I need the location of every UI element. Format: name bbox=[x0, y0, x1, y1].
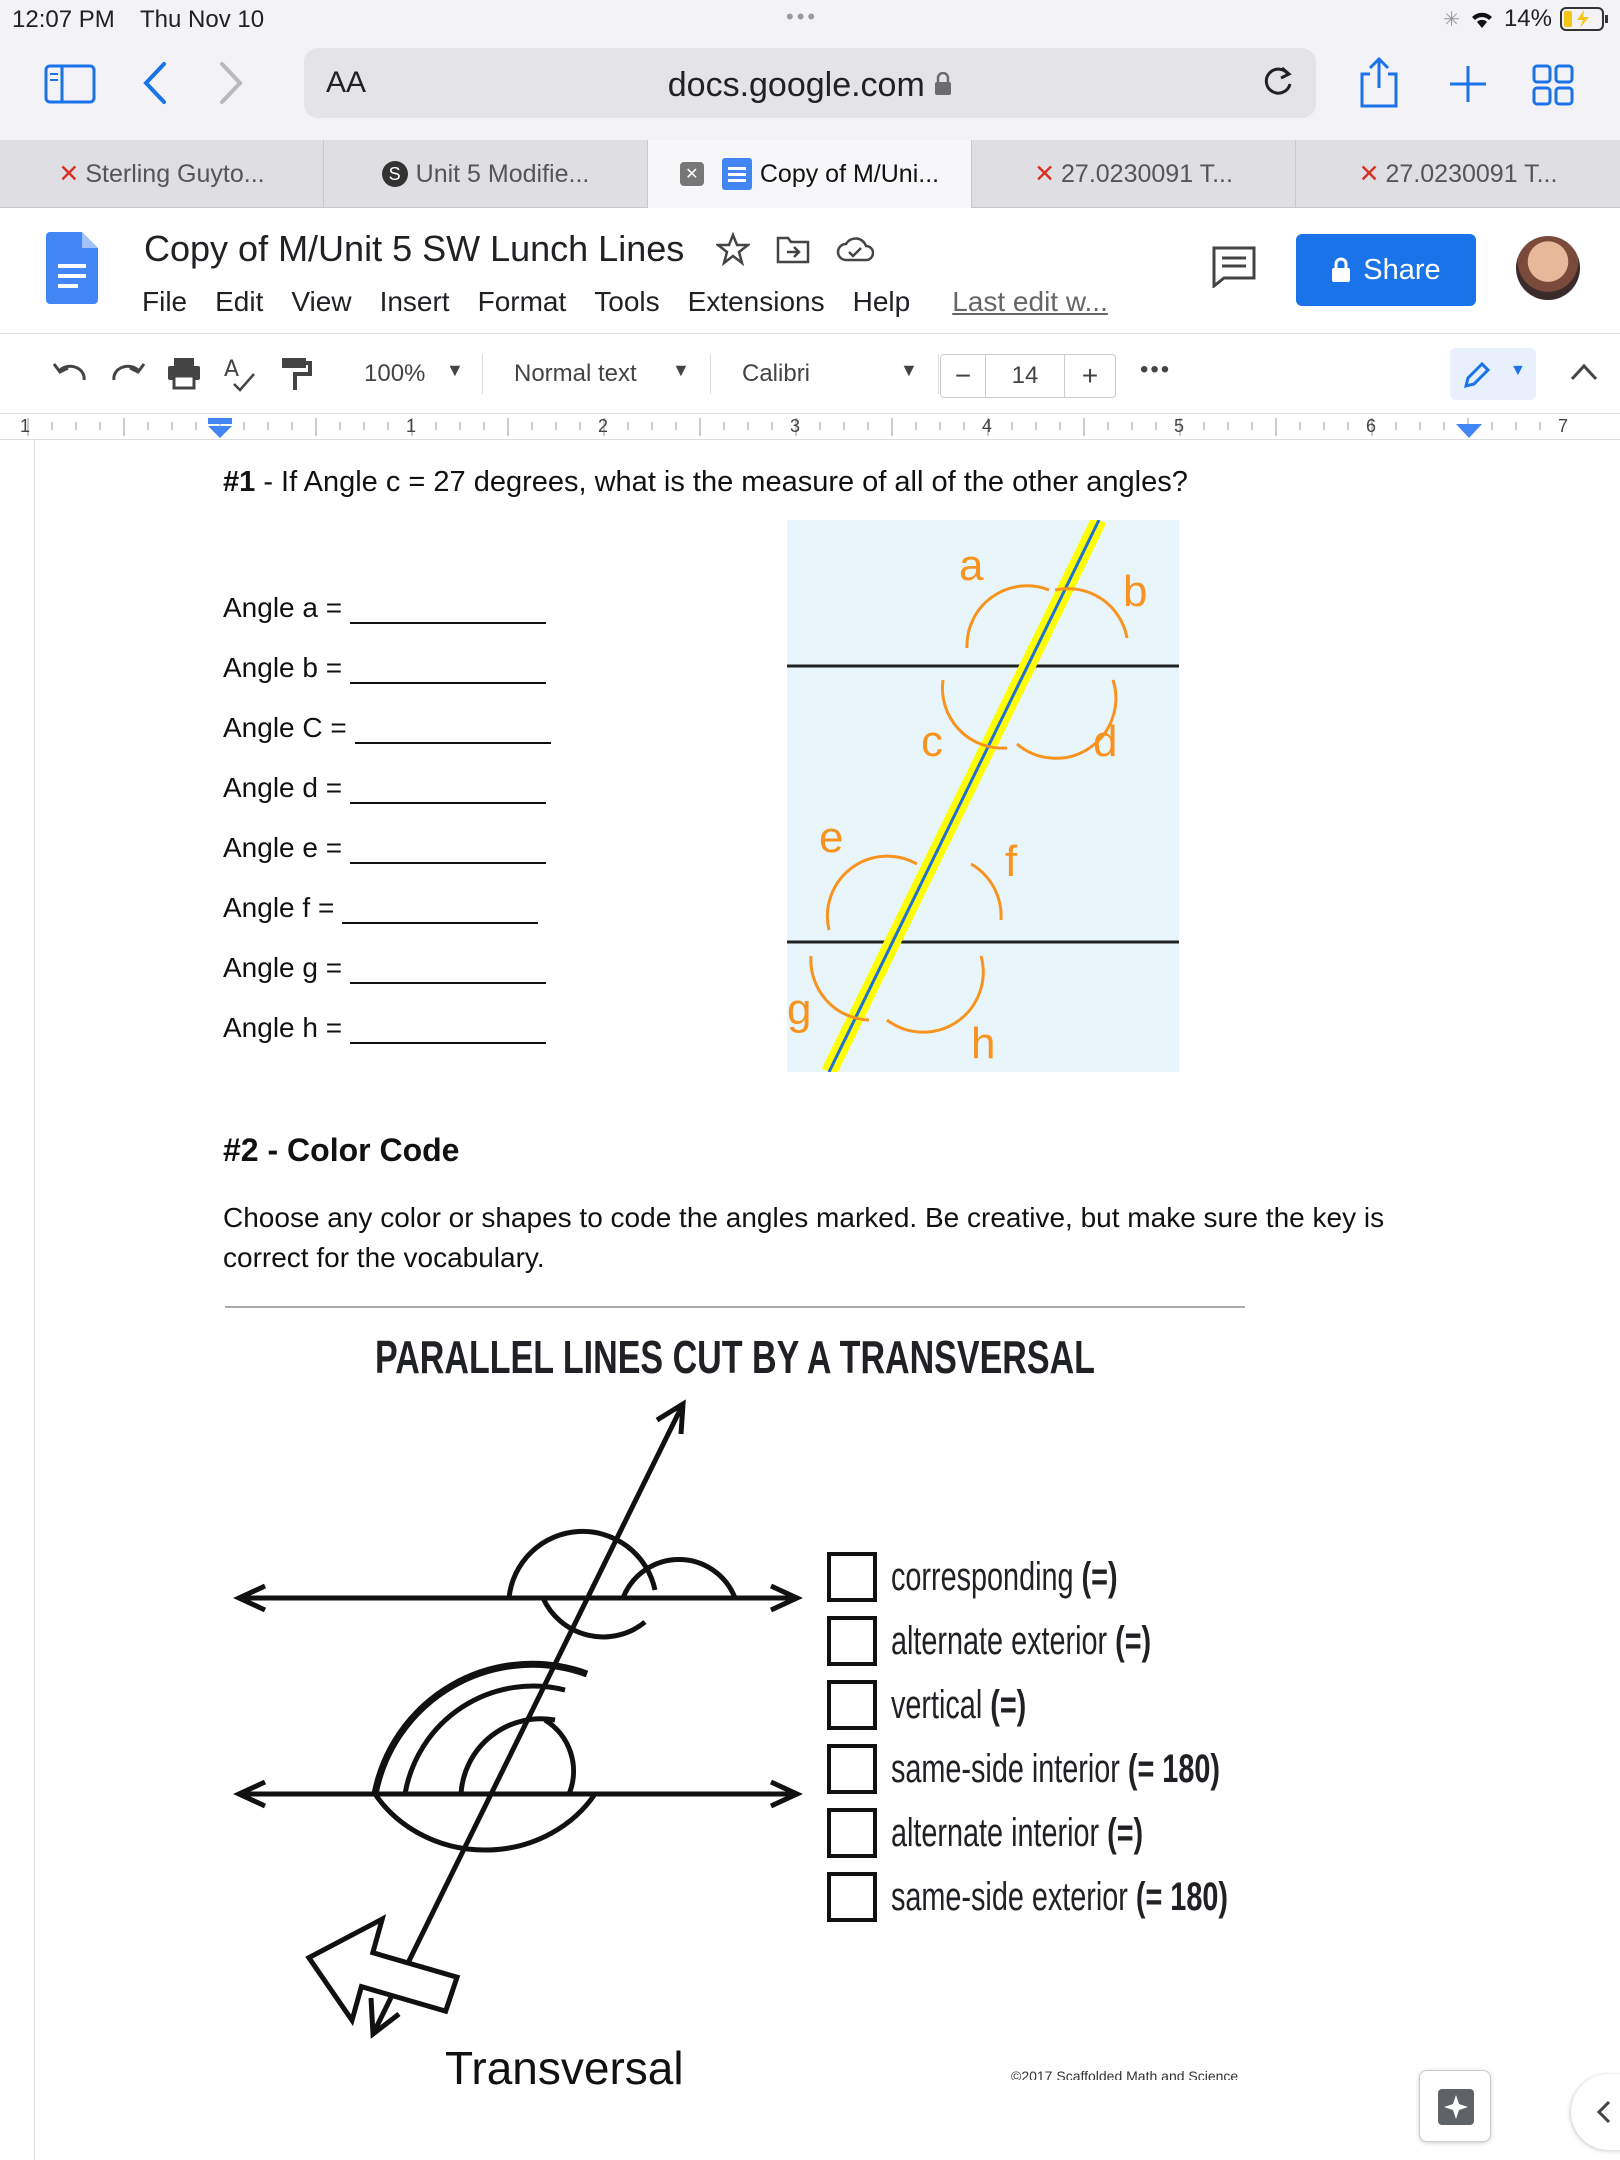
key-alternate-interior[interactable] bbox=[827, 1808, 1241, 1858]
answer-blank[interactable] bbox=[350, 598, 546, 624]
divider bbox=[225, 1306, 1245, 1308]
menu-help[interactable]: Help bbox=[852, 286, 911, 317]
avatar[interactable] bbox=[1516, 236, 1580, 300]
checkbox[interactable] bbox=[827, 1680, 877, 1730]
answer-blank[interactable] bbox=[350, 778, 546, 804]
key-vertical[interactable] bbox=[827, 1680, 1079, 1730]
key-term: alternate exterior bbox=[891, 1618, 1108, 1663]
move-folder-icon[interactable] bbox=[776, 234, 810, 264]
style-select[interactable]: Normal text bbox=[514, 360, 637, 387]
q1-number: #1 bbox=[223, 466, 256, 498]
paint-format-icon[interactable] bbox=[280, 356, 312, 392]
more-options-icon[interactable]: ••• bbox=[1140, 356, 1172, 383]
x-logo-icon: ✕ bbox=[58, 160, 80, 188]
chevron-down-icon: ▼ bbox=[446, 360, 464, 380]
ruler bbox=[0, 414, 1620, 440]
pencil-icon bbox=[1462, 360, 1492, 390]
label-h: h bbox=[971, 1019, 996, 1068]
svg-text:A: A bbox=[224, 357, 240, 382]
answer-blank[interactable] bbox=[342, 898, 538, 924]
tab-label: Copy of M/Uni... bbox=[759, 159, 940, 188]
x-logo-icon: ✕ bbox=[1358, 160, 1380, 188]
label-f: f bbox=[1005, 837, 1018, 886]
status-date: Thu Nov 10 bbox=[140, 6, 265, 33]
angle-label: Angle f = bbox=[223, 892, 335, 923]
transversal-label: Transversal bbox=[445, 2042, 684, 2094]
menu-extensions[interactable]: Extensions bbox=[687, 286, 825, 317]
angle-label: Angle b = bbox=[223, 652, 343, 683]
docs-logo-icon[interactable] bbox=[46, 232, 98, 304]
side-panel-toggle[interactable] bbox=[1571, 2074, 1620, 2150]
wifi-icon bbox=[1468, 8, 1496, 30]
q2-text-line-1: Choose any color or shapes to code the angles marked. Be creative, but make sure the key is bbox=[223, 1202, 1385, 1233]
checkbox[interactable] bbox=[827, 1872, 877, 1922]
tab-label: 27.0230091 T... bbox=[1061, 159, 1233, 188]
question-1 bbox=[223, 466, 1188, 499]
menu-insert[interactable]: Insert bbox=[379, 286, 450, 317]
angle-g-row bbox=[223, 952, 546, 984]
lock-icon bbox=[1331, 257, 1351, 283]
checkbox[interactable] bbox=[827, 1552, 877, 1602]
star-icon[interactable] bbox=[716, 232, 750, 266]
key-term: vertical bbox=[891, 1682, 983, 1727]
label-d: d bbox=[1093, 717, 1118, 766]
answer-blank[interactable] bbox=[350, 658, 546, 684]
key-corresponding[interactable] bbox=[827, 1552, 1206, 1602]
menu-tools[interactable]: Tools bbox=[594, 286, 660, 317]
key-same-side-exterior[interactable] bbox=[827, 1872, 1359, 1922]
label-e: e bbox=[819, 813, 844, 862]
label-c: c bbox=[921, 717, 943, 766]
tab-copy-of-unit[interactable] bbox=[648, 140, 972, 208]
chevron-left-icon bbox=[1593, 2098, 1613, 2126]
last-edit-link[interactable]: Last edit w... bbox=[952, 286, 1108, 317]
angle-label: Angle e = bbox=[223, 832, 343, 863]
key-rule: (= 180) bbox=[1127, 1746, 1220, 1791]
left-indent-marker-icon[interactable] bbox=[206, 418, 234, 438]
font-size-input[interactable]: 14 bbox=[985, 355, 1065, 397]
increase-font-size-button[interactable]: + bbox=[1081, 360, 1099, 391]
ruler-number: 1 bbox=[20, 416, 31, 436]
sidebar-icon[interactable] bbox=[44, 64, 96, 104]
document-title[interactable]: Copy of M/Unit 5 SW Lunch Lines bbox=[144, 228, 685, 269]
status-time: 12:07 PM bbox=[12, 6, 115, 33]
ruler-ticks bbox=[0, 414, 1620, 440]
share-label: Share bbox=[1363, 253, 1441, 286]
arrowhead-bottom bbox=[371, 1998, 399, 2034]
angle-label: Angle d = bbox=[223, 772, 343, 803]
angle-arc-top-lower bbox=[543, 1598, 645, 1637]
ruler-number: 2 bbox=[598, 416, 609, 436]
angle-c-row bbox=[223, 712, 551, 744]
ruler-number: 1 bbox=[406, 416, 417, 436]
key-term: corresponding bbox=[891, 1554, 1074, 1599]
comment-icon[interactable] bbox=[1212, 246, 1256, 288]
chevron-down-icon: ▼ bbox=[672, 360, 690, 380]
reload-icon[interactable] bbox=[1260, 64, 1296, 100]
key-term: same-side interior bbox=[891, 1746, 1120, 1791]
url-host: docs.google.com bbox=[667, 66, 925, 104]
copyright: ©2017 Scaffolded Math and Science bbox=[1011, 2068, 1239, 2080]
cloud-status-icon[interactable] bbox=[836, 234, 874, 264]
multitasking-dots-icon[interactable]: ••• bbox=[786, 4, 819, 29]
answer-blank[interactable] bbox=[355, 718, 551, 744]
formatting-toolbar bbox=[0, 334, 1620, 414]
tab-label: Unit 5 Modifie... bbox=[415, 159, 590, 188]
key-term: same-side exterior bbox=[891, 1874, 1128, 1919]
angle-h-row bbox=[223, 1012, 546, 1044]
angle-arc-top-right bbox=[623, 1560, 735, 1598]
loading-spinner-icon: ✳ bbox=[1443, 8, 1460, 31]
zoom-select[interactable]: 100% bbox=[364, 360, 426, 387]
angle-f-row bbox=[223, 892, 538, 924]
key-rule: (=) bbox=[1081, 1554, 1118, 1599]
tab-label: 27.0230091 T... bbox=[1385, 159, 1558, 188]
angle-label: Angle h = bbox=[223, 1012, 343, 1043]
q2-text-line-2: correct for the vocabulary. bbox=[223, 1242, 545, 1273]
ruler-number: 6 bbox=[1366, 416, 1377, 436]
x-logo-icon: ✕ bbox=[1034, 160, 1056, 188]
tab-overview-icon[interactable] bbox=[1532, 64, 1574, 106]
angle-arc-top-upper bbox=[509, 1531, 655, 1598]
angle-label: Angle g = bbox=[223, 952, 343, 983]
print-icon[interactable] bbox=[166, 356, 202, 390]
answer-blank[interactable] bbox=[350, 958, 546, 984]
forward-icon[interactable] bbox=[216, 60, 246, 106]
ruler-number: 3 bbox=[790, 416, 801, 436]
s-logo-icon: S bbox=[382, 161, 408, 187]
ruler-number: 7 bbox=[1558, 416, 1569, 436]
spellcheck-icon[interactable] bbox=[222, 356, 256, 392]
chevron-down-icon: ▼ bbox=[1510, 362, 1526, 379]
back-icon[interactable] bbox=[140, 60, 170, 106]
angle-d-row bbox=[223, 772, 546, 804]
font-size-stepper bbox=[940, 354, 1116, 398]
explore-sparkle-icon bbox=[1436, 2087, 1476, 2127]
q1-text: - If Angle c = 27 degrees, what is the measure of all of the other angles? bbox=[255, 466, 1188, 498]
docs-header bbox=[0, 208, 1620, 334]
tab-sterling[interactable] bbox=[0, 140, 324, 208]
key-alternate-exterior[interactable] bbox=[827, 1616, 1252, 1666]
angle-label: Angle C = bbox=[223, 712, 347, 743]
share-button[interactable] bbox=[1296, 234, 1476, 306]
battery-charging-icon bbox=[1560, 6, 1610, 32]
checkbox[interactable] bbox=[827, 1744, 877, 1794]
document-page[interactable] bbox=[34, 440, 1620, 2160]
undo-icon[interactable] bbox=[52, 360, 88, 386]
ruler-number: 4 bbox=[982, 416, 993, 436]
tab-27-a[interactable] bbox=[972, 140, 1296, 208]
key-same-side-interior[interactable] bbox=[827, 1744, 1348, 1794]
menu-edit[interactable]: Edit bbox=[215, 286, 264, 317]
answer-blank[interactable] bbox=[350, 838, 546, 864]
tab-bar bbox=[0, 140, 1620, 208]
collapse-toolbar-icon[interactable] bbox=[1570, 362, 1598, 382]
right-indent-marker-icon[interactable] bbox=[1456, 422, 1482, 438]
tab-label: Sterling Guyto... bbox=[85, 159, 265, 188]
key-rule: (=) bbox=[1115, 1618, 1152, 1663]
checkbox[interactable] bbox=[827, 1808, 877, 1858]
new-tab-icon[interactable] bbox=[1448, 64, 1488, 104]
address-bar[interactable] bbox=[304, 48, 1316, 118]
menu-format[interactable]: Format bbox=[477, 286, 567, 317]
close-tab-icon[interactable]: ✕ bbox=[680, 162, 704, 186]
chevron-down-icon: ▼ bbox=[900, 360, 918, 380]
menu-file[interactable]: File bbox=[142, 286, 188, 317]
key-rule: (= 180) bbox=[1135, 1874, 1228, 1919]
angle-label: Angle a = bbox=[223, 592, 343, 623]
menu-view[interactable]: View bbox=[291, 286, 352, 317]
battery-percent: 14% bbox=[1503, 5, 1552, 32]
browser-toolbar bbox=[0, 40, 1620, 140]
explore-button[interactable] bbox=[1419, 2070, 1491, 2142]
angle-e-row bbox=[223, 832, 546, 864]
ruler-number: 5 bbox=[1174, 416, 1185, 436]
share-sheet-icon[interactable] bbox=[1358, 56, 1400, 110]
status-bar bbox=[0, 0, 1620, 40]
label-g: g bbox=[787, 985, 812, 1034]
menu-bar bbox=[142, 286, 1108, 318]
worksheet-title: PARALLEL LINES CUT BY A TRANSVERSAL bbox=[375, 1331, 1095, 1383]
editing-mode-button[interactable] bbox=[1450, 348, 1536, 400]
key-rule: (=) bbox=[1107, 1810, 1144, 1855]
tab-27-b[interactable] bbox=[1296, 140, 1620, 208]
checkbox[interactable] bbox=[827, 1616, 877, 1666]
label-b: b bbox=[1123, 567, 1148, 616]
redo-icon[interactable] bbox=[110, 360, 146, 386]
docs-icon bbox=[722, 158, 752, 190]
decrease-font-size-button[interactable]: − bbox=[954, 360, 972, 391]
answer-blank[interactable] bbox=[350, 1018, 546, 1044]
transversal-diagram bbox=[225, 1390, 845, 2110]
angle-arc-bottom-small bbox=[545, 1720, 574, 1794]
key-rule: (=) bbox=[990, 1682, 1027, 1727]
angle-a-row bbox=[223, 592, 546, 624]
tab-unit5[interactable] bbox=[324, 140, 648, 208]
angle-b-row bbox=[223, 652, 546, 684]
font-select[interactable]: Calibri bbox=[742, 360, 811, 387]
angle-diagram[interactable] bbox=[787, 520, 1179, 1072]
text-size-button[interactable]: AA bbox=[326, 66, 367, 99]
q2-heading: #2 - Color Code bbox=[223, 1132, 460, 1168]
lock-icon bbox=[934, 72, 952, 96]
label-a: a bbox=[959, 541, 984, 590]
key-term: alternate interior bbox=[891, 1810, 1100, 1855]
